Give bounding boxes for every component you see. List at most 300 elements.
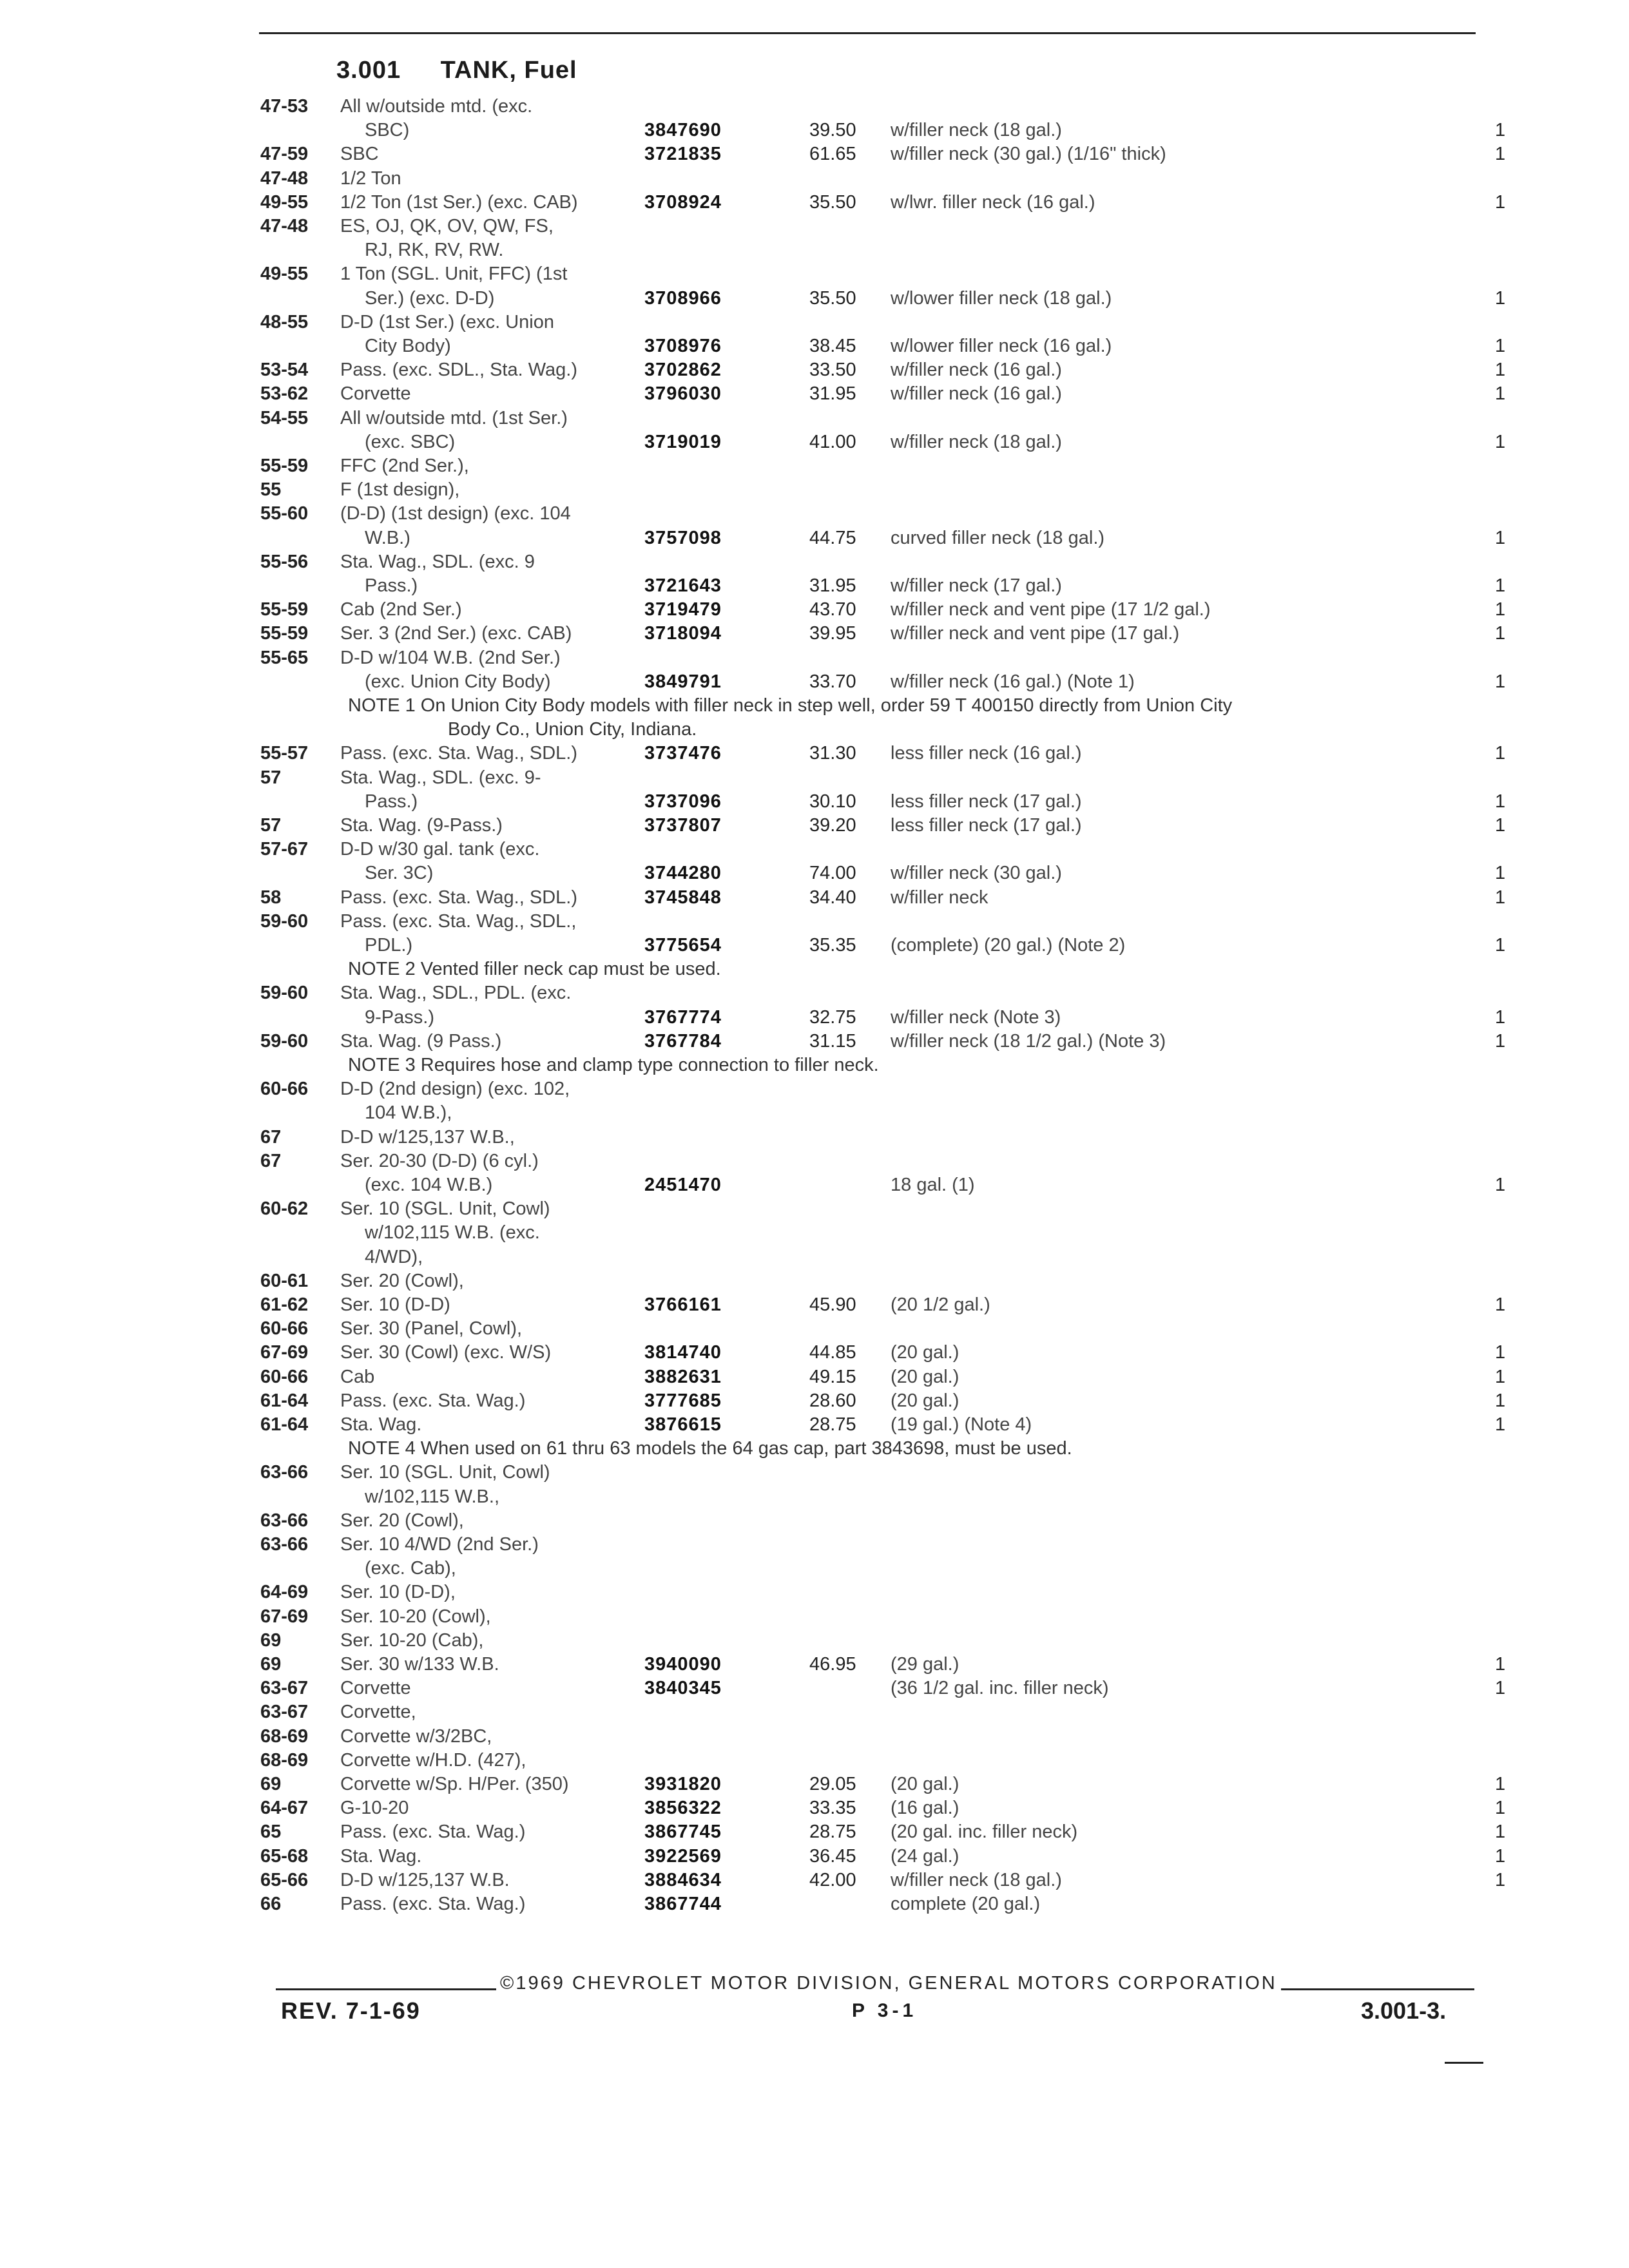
part-row bbox=[0, 477, 1629, 502]
part-row bbox=[0, 1580, 1629, 1604]
year-range: 55-65 bbox=[260, 647, 309, 668]
application-description: Ser. 10-20 (Cab), bbox=[340, 1629, 484, 1651]
year-range: 57 bbox=[260, 767, 282, 788]
application-description: Ser. 10 (D-D) bbox=[340, 1294, 450, 1315]
part-number: 3931820 bbox=[644, 1774, 722, 1794]
application-description: 1 Ton (SGL. Unit, FFC) (1st bbox=[340, 264, 568, 285]
application-description: Ser.) (exc. D-D) bbox=[365, 287, 495, 309]
part-remark: w/filler neck and vent pipe (17 gal.) bbox=[891, 623, 1180, 644]
year-range: 60-62 bbox=[260, 1198, 309, 1220]
part-remark: less filler neck (16 gal.) bbox=[891, 743, 1082, 764]
part-row bbox=[0, 1269, 1629, 1293]
quantity: 1 bbox=[1495, 1294, 1506, 1315]
part-row bbox=[0, 310, 1629, 334]
application-description: FFC (2nd Ser.), bbox=[340, 456, 469, 476]
part-number: 3721643 bbox=[644, 575, 722, 596]
note-row bbox=[0, 1436, 1629, 1461]
quantity: 1 bbox=[1495, 1798, 1506, 1819]
application-description: 1/2 Ton (1st Ser.) (exc. CAB) bbox=[340, 191, 578, 213]
corner-rule bbox=[1445, 2062, 1483, 2064]
quantity: 1 bbox=[1495, 527, 1506, 548]
part-number: 3757098 bbox=[644, 527, 722, 548]
application-description: Sta. Wag. bbox=[340, 1414, 422, 1435]
quantity: 1 bbox=[1495, 623, 1506, 644]
year-range: 61-62 bbox=[260, 1294, 309, 1315]
application-description: Ser. 30 w/133 W.B. bbox=[340, 1654, 499, 1675]
part-row bbox=[0, 1125, 1629, 1149]
part-row bbox=[0, 1149, 1629, 1173]
part-row bbox=[0, 1724, 1629, 1749]
part-row bbox=[0, 1772, 1629, 1796]
part-row bbox=[0, 1293, 1629, 1317]
part-row bbox=[0, 1485, 1629, 1509]
part-number: 3767784 bbox=[644, 1030, 722, 1052]
part-remark: w/filler neck (30 gal.) (1/16" thick) bbox=[891, 144, 1166, 165]
year-range: 61-64 bbox=[260, 1414, 309, 1435]
year-range: 59-60 bbox=[260, 1030, 309, 1052]
application-description: w/102,115 W.B., bbox=[365, 1486, 500, 1507]
part-row bbox=[0, 669, 1629, 694]
note-row bbox=[0, 717, 1629, 742]
part-remark: curved filler neck (18 gal.) bbox=[891, 527, 1105, 548]
part-row bbox=[0, 381, 1629, 406]
part-row bbox=[0, 1316, 1629, 1341]
year-range: 60-66 bbox=[260, 1079, 309, 1100]
part-number: 3737476 bbox=[644, 743, 722, 764]
list-price: 30.10 bbox=[809, 791, 856, 812]
year-range: 68-69 bbox=[260, 1725, 309, 1747]
part-row bbox=[0, 1412, 1629, 1437]
year-range: 67 bbox=[260, 1150, 282, 1171]
part-row bbox=[0, 789, 1629, 814]
year-range: 58 bbox=[260, 887, 282, 908]
part-remark: (29 gal.) bbox=[891, 1654, 959, 1675]
application-description: G-10-20 bbox=[340, 1798, 409, 1819]
part-number: 3766161 bbox=[644, 1294, 722, 1315]
part-row bbox=[0, 909, 1629, 934]
list-price: 36.45 bbox=[809, 1845, 856, 1867]
section-number: 3.001 bbox=[336, 57, 401, 84]
part-remark: (20 gal.) bbox=[891, 1774, 959, 1794]
part-row bbox=[0, 1628, 1629, 1653]
part-number: 3882631 bbox=[644, 1366, 722, 1387]
part-row bbox=[0, 1100, 1629, 1125]
part-row bbox=[0, 597, 1629, 622]
list-price: 34.40 bbox=[809, 887, 856, 908]
part-row bbox=[0, 1556, 1629, 1581]
list-price: 39.50 bbox=[809, 120, 856, 141]
part-row bbox=[0, 741, 1629, 765]
part-remark: complete (20 gal.) bbox=[891, 1894, 1041, 1914]
part-remark: less filler neck (17 gal.) bbox=[891, 791, 1082, 812]
part-remark: (20 gal. inc. filler neck) bbox=[891, 1821, 1078, 1843]
part-number: 3814740 bbox=[644, 1342, 722, 1363]
part-row bbox=[0, 1868, 1629, 1892]
year-range: 55-59 bbox=[260, 456, 309, 476]
application-description: Corvette w/H.D. (427), bbox=[340, 1749, 526, 1771]
part-row bbox=[0, 1676, 1629, 1700]
part-row bbox=[0, 837, 1629, 861]
list-price: 31.95 bbox=[809, 383, 856, 405]
part-number: 3718094 bbox=[644, 623, 722, 644]
part-number: 3867744 bbox=[644, 1894, 722, 1914]
part-row bbox=[0, 621, 1629, 646]
part-remark: w/filler neck (18 gal.) bbox=[891, 431, 1062, 452]
part-number: 3840345 bbox=[644, 1678, 722, 1699]
application-description: Ser. 10-20 (Cowl), bbox=[340, 1606, 491, 1627]
quantity: 1 bbox=[1495, 191, 1506, 213]
year-range: 55-57 bbox=[260, 743, 309, 764]
year-range: 55-60 bbox=[260, 503, 309, 524]
application-description: Sta. Wag., SDL. (exc. 9- bbox=[340, 767, 541, 788]
part-row bbox=[0, 1365, 1629, 1389]
application-description: D-D (1st Ser.) (exc. Union bbox=[340, 311, 554, 332]
part-row bbox=[0, 1796, 1629, 1820]
part-remark: w/filler neck (16 gal.) bbox=[891, 360, 1062, 381]
part-row bbox=[0, 430, 1629, 454]
part-row bbox=[0, 214, 1629, 238]
page-number: 3.001-3. bbox=[1361, 1997, 1447, 2024]
part-number: 3796030 bbox=[644, 383, 722, 405]
part-row bbox=[0, 501, 1629, 526]
part-remark: (20 gal.) bbox=[891, 1390, 959, 1411]
quantity: 1 bbox=[1495, 575, 1506, 596]
application-description: SBC bbox=[340, 144, 379, 165]
quantity: 1 bbox=[1495, 1845, 1506, 1867]
year-range: 65 bbox=[260, 1821, 282, 1843]
part-row bbox=[0, 813, 1629, 838]
year-range: 60-61 bbox=[260, 1270, 309, 1291]
quantity: 1 bbox=[1495, 1366, 1506, 1387]
application-description: Ser. 20 (Cowl), bbox=[340, 1510, 464, 1531]
top-rule bbox=[259, 32, 1476, 34]
part-row bbox=[0, 94, 1629, 119]
part-row bbox=[0, 1173, 1629, 1197]
application-description: Ser. 3C) bbox=[365, 863, 434, 884]
application-description: Sta. Wag. bbox=[340, 1845, 422, 1867]
part-row bbox=[0, 573, 1629, 598]
part-row bbox=[0, 238, 1629, 262]
part-number: 3876615 bbox=[644, 1414, 722, 1435]
year-range: 47-59 bbox=[260, 144, 309, 165]
application-description: F (1st design), bbox=[340, 479, 460, 501]
note-text: Body Co., Union City, Indiana. bbox=[448, 719, 697, 740]
quantity: 1 bbox=[1495, 743, 1506, 764]
list-price: 41.00 bbox=[809, 431, 856, 452]
quantity: 1 bbox=[1495, 144, 1506, 165]
part-remark: w/filler neck (Note 3) bbox=[891, 1006, 1061, 1028]
year-range: 65-68 bbox=[260, 1845, 309, 1867]
year-range: 54-55 bbox=[260, 407, 309, 428]
part-row bbox=[0, 885, 1629, 910]
part-remark: (19 gal.) (Note 4) bbox=[891, 1414, 1032, 1435]
part-row bbox=[0, 550, 1629, 574]
part-remark: w/filler neck (18 gal.) bbox=[891, 1869, 1062, 1890]
application-description: Corvette bbox=[340, 383, 411, 405]
part-row bbox=[0, 454, 1629, 478]
part-number: 3767774 bbox=[644, 1006, 722, 1028]
quantity: 1 bbox=[1495, 1006, 1506, 1028]
application-description: Pass. (exc. SDL., Sta. Wag.) bbox=[340, 360, 577, 381]
application-description: W.B.) bbox=[365, 527, 410, 548]
application-description: (exc. Union City Body) bbox=[365, 671, 551, 692]
part-number: 3702862 bbox=[644, 360, 722, 381]
quantity: 1 bbox=[1495, 815, 1506, 836]
part-number: 3940090 bbox=[644, 1654, 722, 1675]
year-range: 63-66 bbox=[260, 1462, 309, 1483]
section-header bbox=[336, 57, 577, 84]
part-row bbox=[0, 1005, 1629, 1030]
quantity: 1 bbox=[1495, 599, 1506, 620]
quantity: 1 bbox=[1495, 336, 1506, 356]
part-row bbox=[0, 981, 1629, 1005]
list-price: 28.75 bbox=[809, 1821, 856, 1843]
part-number: 3737807 bbox=[644, 815, 722, 836]
part-row bbox=[0, 334, 1629, 358]
part-number: 3777685 bbox=[644, 1390, 722, 1411]
year-range: 53-62 bbox=[260, 383, 309, 405]
application-description: All w/outside mtd. (exc. bbox=[340, 96, 533, 117]
part-remark: (20 1/2 gal.) bbox=[891, 1294, 990, 1315]
part-row bbox=[0, 1892, 1629, 1916]
page-code: P 3-1 bbox=[852, 2000, 918, 2021]
part-number: 3847690 bbox=[644, 120, 722, 141]
revision-date: REV. 7-1-69 bbox=[281, 1997, 421, 2024]
part-remark: w/filler neck bbox=[891, 887, 988, 908]
part-remark: w/filler neck (18 gal.) bbox=[891, 120, 1062, 141]
application-description: (exc. Cab), bbox=[365, 1558, 456, 1579]
part-row bbox=[0, 1748, 1629, 1773]
part-row bbox=[0, 166, 1629, 191]
list-price: 35.50 bbox=[809, 287, 856, 309]
part-row bbox=[0, 190, 1629, 215]
part-number: 3719019 bbox=[644, 431, 722, 452]
year-range: 67-69 bbox=[260, 1342, 309, 1363]
quantity: 1 bbox=[1495, 431, 1506, 452]
year-range: 59-60 bbox=[260, 983, 309, 1004]
part-remark: (20 gal.) bbox=[891, 1342, 959, 1363]
year-range: 57 bbox=[260, 815, 282, 836]
part-row bbox=[0, 1652, 1629, 1677]
part-row bbox=[0, 1196, 1629, 1221]
part-row bbox=[0, 1532, 1629, 1557]
note-text: NOTE 1 On Union City Body models with filler neck in step well, order 59 T 400150 directly from Union City bbox=[348, 695, 1233, 716]
year-range: 63-66 bbox=[260, 1510, 309, 1531]
year-range: 47-53 bbox=[260, 96, 309, 117]
quantity: 1 bbox=[1495, 1821, 1506, 1843]
year-range: 69 bbox=[260, 1654, 282, 1675]
part-number: 3922569 bbox=[644, 1845, 722, 1867]
year-range: 63-67 bbox=[260, 1702, 309, 1723]
application-description: Ser. 30 (Cowl) (exc. W/S) bbox=[340, 1342, 552, 1363]
application-description: D-D w/125,137 W.B. bbox=[340, 1869, 510, 1890]
part-remark: (36 1/2 gal. inc. filler neck) bbox=[891, 1678, 1109, 1699]
application-description: D-D w/30 gal. tank (exc. bbox=[340, 839, 540, 860]
part-remark: w/filler neck (17 gal.) bbox=[891, 575, 1062, 596]
quantity: 1 bbox=[1495, 120, 1506, 141]
note-text: NOTE 4 When used on 61 thru 63 models the 64 gas cap, part 3843698, must be used. bbox=[348, 1438, 1072, 1459]
part-row bbox=[0, 861, 1629, 885]
list-price: 42.00 bbox=[809, 1869, 856, 1890]
quantity: 1 bbox=[1495, 1654, 1506, 1675]
application-description: 104 W.B.), bbox=[365, 1102, 452, 1124]
list-price: 49.15 bbox=[809, 1366, 856, 1387]
quantity: 1 bbox=[1495, 1414, 1506, 1435]
quantity: 1 bbox=[1495, 1869, 1506, 1890]
part-row bbox=[0, 1700, 1629, 1724]
copyright-notice: ©1969 CHEVROLET MOTOR DIVISION, GENERAL MOTORS CORPORATION bbox=[496, 1973, 1281, 1994]
application-description: Corvette w/Sp. H/Per. (350) bbox=[340, 1774, 569, 1794]
part-remark: w/filler neck (16 gal.) bbox=[891, 383, 1062, 405]
year-range: 69 bbox=[260, 1629, 282, 1651]
part-row bbox=[0, 1820, 1629, 1844]
year-range: 47-48 bbox=[260, 168, 309, 189]
application-description: Pass.) bbox=[365, 575, 418, 596]
application-description: Pass. (exc. Sta. Wag., SDL.) bbox=[340, 887, 577, 908]
part-row bbox=[0, 646, 1629, 670]
part-number: 3719479 bbox=[644, 599, 722, 620]
part-row bbox=[0, 358, 1629, 382]
application-description: D-D (2nd design) (exc. 102, bbox=[340, 1079, 570, 1100]
year-range: 55 bbox=[260, 479, 282, 501]
year-range: 63-67 bbox=[260, 1678, 309, 1699]
list-price: 43.70 bbox=[809, 599, 856, 620]
part-remark: less filler neck (17 gal.) bbox=[891, 815, 1082, 836]
year-range: 49-55 bbox=[260, 191, 309, 213]
year-range: 57-67 bbox=[260, 839, 309, 860]
application-description: Ser. 10 (D-D), bbox=[340, 1582, 456, 1603]
list-price: 61.65 bbox=[809, 144, 856, 165]
application-description: RJ, RK, RV, RW. bbox=[365, 240, 504, 261]
part-number: 3856322 bbox=[644, 1798, 722, 1819]
part-number: 3721835 bbox=[644, 144, 722, 165]
year-range: 60-66 bbox=[260, 1318, 309, 1340]
part-number: 3744280 bbox=[644, 863, 722, 884]
part-remark: w/filler neck (18 1/2 gal.) (Note 3) bbox=[891, 1030, 1166, 1052]
part-row bbox=[0, 406, 1629, 430]
list-price: 33.70 bbox=[809, 671, 856, 692]
year-range: 55-56 bbox=[260, 551, 309, 572]
year-range: 55-59 bbox=[260, 623, 309, 644]
quantity: 1 bbox=[1495, 863, 1506, 884]
list-price: 28.60 bbox=[809, 1390, 856, 1411]
application-description: SBC) bbox=[365, 120, 410, 141]
application-description: City Body) bbox=[365, 336, 451, 356]
year-range: 65-66 bbox=[260, 1869, 309, 1890]
part-number: 3849791 bbox=[644, 671, 722, 692]
year-range: 68-69 bbox=[260, 1749, 309, 1771]
list-price: 32.75 bbox=[809, 1006, 856, 1028]
application-description: (exc. 104 W.B.) bbox=[365, 1175, 493, 1195]
list-price: 39.20 bbox=[809, 815, 856, 836]
application-description: Pass. (exc. Sta. Wag.) bbox=[340, 1894, 526, 1914]
year-range: 49-55 bbox=[260, 264, 309, 285]
part-row bbox=[0, 1029, 1629, 1053]
year-range: 47-48 bbox=[260, 216, 309, 236]
application-description: All w/outside mtd. (1st Ser.) bbox=[340, 407, 568, 428]
note-row bbox=[0, 957, 1629, 981]
list-price: 33.50 bbox=[809, 360, 856, 381]
quantity: 1 bbox=[1495, 791, 1506, 812]
year-range: 67-69 bbox=[260, 1606, 309, 1627]
application-description: Ser. 10 (SGL. Unit, Cowl) bbox=[340, 1462, 550, 1483]
year-range: 48-55 bbox=[260, 311, 309, 332]
application-description: Corvette w/3/2BC, bbox=[340, 1725, 492, 1747]
part-number: 3708966 bbox=[644, 287, 722, 309]
application-description: PDL.) bbox=[365, 935, 413, 956]
part-row bbox=[0, 1077, 1629, 1101]
part-row bbox=[0, 1340, 1629, 1365]
list-price: 29.05 bbox=[809, 1774, 856, 1794]
list-price: 31.30 bbox=[809, 743, 856, 764]
part-remark: (24 gal.) bbox=[891, 1845, 959, 1867]
part-remark: w/filler neck (30 gal.) bbox=[891, 863, 1062, 884]
list-price: 39.95 bbox=[809, 623, 856, 644]
quantity: 1 bbox=[1495, 1342, 1506, 1363]
application-description: Corvette bbox=[340, 1678, 411, 1699]
part-number: 3775654 bbox=[644, 935, 722, 956]
application-description: Sta. Wag., SDL. (exc. 9 bbox=[340, 551, 535, 572]
year-range: 59-60 bbox=[260, 910, 309, 932]
part-row bbox=[0, 1389, 1629, 1413]
list-price: 35.35 bbox=[809, 935, 856, 956]
list-price: 35.50 bbox=[809, 191, 856, 213]
part-remark: w/lwr. filler neck (16 gal.) bbox=[891, 191, 1095, 213]
quantity: 1 bbox=[1495, 671, 1506, 692]
part-row bbox=[0, 1245, 1629, 1269]
quantity: 1 bbox=[1495, 287, 1506, 309]
application-description: 1/2 Ton bbox=[340, 168, 401, 189]
part-number: 3708976 bbox=[644, 336, 722, 356]
part-number: 3745848 bbox=[644, 887, 722, 908]
year-range: 61-64 bbox=[260, 1390, 309, 1411]
quantity: 1 bbox=[1495, 383, 1506, 405]
application-description: Ser. 20-30 (D-D) (6 cyl.) bbox=[340, 1150, 539, 1171]
part-row bbox=[0, 118, 1629, 142]
year-range: 66 bbox=[260, 1894, 282, 1914]
application-description: Corvette, bbox=[340, 1702, 416, 1723]
application-description: Pass. (exc. Sta. Wag.) bbox=[340, 1821, 526, 1843]
application-description: Pass. (exc. Sta. Wag.) bbox=[340, 1390, 526, 1411]
application-description: (D-D) (1st design) (exc. 104 bbox=[340, 503, 571, 524]
year-range: 55-59 bbox=[260, 599, 309, 620]
quantity: 1 bbox=[1495, 1774, 1506, 1794]
quantity: 1 bbox=[1495, 1390, 1506, 1411]
application-description: Cab (2nd Ser.) bbox=[340, 599, 462, 620]
list-price: 44.85 bbox=[809, 1342, 856, 1363]
application-description: ES, OJ, QK, OV, QW, FS, bbox=[340, 216, 554, 236]
part-row bbox=[0, 262, 1629, 286]
quantity: 1 bbox=[1495, 935, 1506, 956]
year-range: 53-54 bbox=[260, 360, 309, 381]
year-range: 69 bbox=[260, 1774, 282, 1794]
part-number: 3737096 bbox=[644, 791, 722, 812]
quantity: 1 bbox=[1495, 1030, 1506, 1052]
part-row bbox=[0, 142, 1629, 166]
note-row bbox=[0, 693, 1629, 718]
quantity: 1 bbox=[1495, 887, 1506, 908]
quantity: 1 bbox=[1495, 1175, 1506, 1195]
list-price: 33.35 bbox=[809, 1798, 856, 1819]
application-description: Pass. (exc. Sta. Wag., SDL.) bbox=[340, 743, 577, 764]
list-price: 45.90 bbox=[809, 1294, 856, 1315]
note-text: NOTE 3 Requires hose and clamp type connection to filler neck. bbox=[348, 1055, 879, 1075]
part-remark: w/lower filler neck (16 gal.) bbox=[891, 336, 1112, 356]
quantity: 1 bbox=[1495, 1678, 1506, 1699]
part-number: 3867745 bbox=[644, 1821, 722, 1843]
part-remark: w/filler neck and vent pipe (17 1/2 gal.) bbox=[891, 599, 1211, 620]
list-price: 46.95 bbox=[809, 1654, 856, 1675]
